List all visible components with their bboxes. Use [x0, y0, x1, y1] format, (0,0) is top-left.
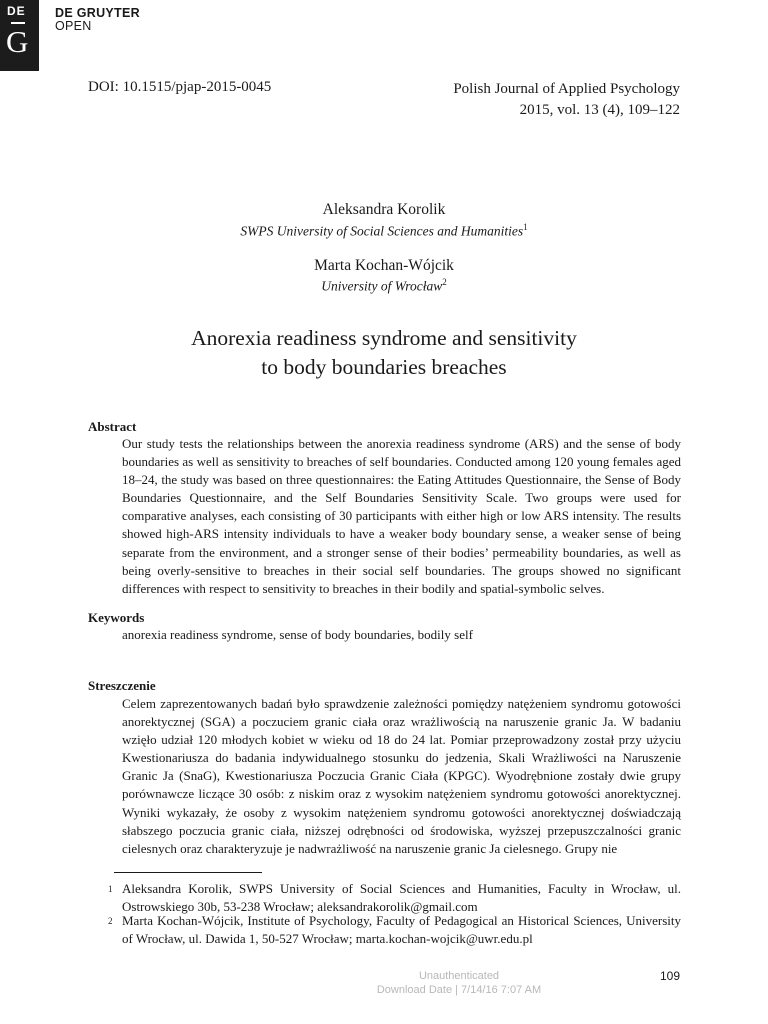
publisher-name	[55, 7, 140, 33]
journal-volume: 2015, vol. 13 (4), 109–122	[519, 102, 680, 118]
streszczenie-text: Celem zaprezentowanych badań było sprawdzenie zależności pomiędzy natężeniem syndromu gotowości anorektycznej (SGA) a poczuciem granic ciała oraz wrażliwością na naruszenie granic Ja. W badaniu wzięło udział 120 młodych kobiet w wieku od 18 do 24 lat. Pomiar przeprowadzony został przy użyciu Kwestionariusza do badania indywidualnego stosunku do jedzenia, Skali Wrażliwości na Naruszenie Granic Ja (SnaG), Kwestionariusza Poczucia Granic Ciała (KPGC). Wyodrębnione zostały dwie grupy porównawcze liczące 30 osób: z niskim oraz z wysokim natężeniem syndromu gotowości anorektycznej. Wyniki wykazały, że osoby z wysokim natężeniem syndromu gotowości anorektycznej doświadczają słabszego poczucia granic ciała, niższej odrębności od środowiska, wyższej przepuszczalności granic cielesnych oraz charakteryzuje je nadwrażliwość na naruszenie granic Ja cielesnego. Grupy nie	[122, 696, 681, 856]
footnote-1	[108, 880, 681, 916]
title-line-2: to body boundaries breaches	[261, 355, 507, 379]
footnote-number-2: 2	[108, 916, 113, 926]
author-name-2: Marta Kochan-Wójcik	[314, 257, 454, 274]
abstract-heading: Abstract	[88, 419, 137, 434]
footnote-2	[108, 912, 681, 948]
article-title	[0, 324, 768, 382]
watermark-line-1: Unauthenticated	[418, 970, 500, 982]
affiliation-text-2: University of Wrocław	[321, 278, 443, 294]
publisher-logo	[0, 0, 39, 71]
download-watermark	[0, 969, 768, 997]
title-line-1: Anorexia readiness syndrome and sensitivity	[191, 326, 577, 350]
footnote-text-1: Aleksandra Korolik, SWPS University of Social Sciences and Humanities, Faculty in Wrocław, ul. Ostrowskiego 30b, 53-238 Wrocław; aleksandrakorolik@gmail.com	[122, 881, 681, 914]
watermark-line-2: Download Date | 7/14/16 7:07 AM	[376, 984, 542, 996]
page-number: 109	[659, 969, 680, 983]
author-affiliation-2	[0, 277, 768, 295]
footnote-rule	[114, 872, 262, 873]
footnote-text-2: Marta Kochan-Wójcik, Institute of Psychology, Faculty of Pedagogical an Historical Sciences, University of Wrocław, ul. Dawida 1, 50-527 Wrocław; marta.kochan-wojcik@uwr.edu.pl	[122, 913, 681, 946]
affiliation-text-1: SWPS University of Social Sciences and Humanities	[240, 223, 524, 239]
keywords-text: anorexia readiness syndrome, sense of body boundaries, bodily self	[122, 627, 473, 642]
logo-bottom-text: G	[6, 24, 29, 59]
publisher-open-text: OPEN	[55, 19, 92, 33]
abstract-text: Our study tests the relationships between the anorexia readiness syndrome (ARS) and the sense of body boundaries as well as sensitivity to breaches of self boundaries. Conducted among 120 young females aged 18–24, the study was based on three questionnaires: the Eating Attitudes Questionnaire, the Sense of Body Boundaries Questionnaire, and the Self Boundaries Sensitivity Scale. Two groups were used for comparative analyses, each consisting of 30 participants with either high or low ARS intensity. The results showed high-ARS intensity individuals to have a weaker body boundary sense, a weaker sense of being separate from the environment, and a stronger sense of their bodies’ permeability boundaries, as well as being overly-sensitive to breaches in their social self boundaries. The groups showed no significant differences with respect to sensitivity to breaches in their bodily and spatial-symbolic selves.	[122, 436, 681, 596]
affiliation-mark-2: 2	[442, 277, 447, 287]
author-affiliation-1	[0, 222, 768, 240]
journal-info	[453, 79, 680, 121]
journal-name: Polish Journal of Applied Psychology	[453, 81, 680, 97]
logo-top-text: DE	[7, 4, 26, 18]
keywords-heading: Keywords	[88, 610, 145, 625]
author-name-1: Aleksandra Korolik	[322, 201, 446, 218]
footnote-number-1: 1	[108, 884, 113, 894]
doi: DOI: 10.1515/pjap-2015-0045	[88, 79, 272, 95]
streszczenie-heading: Streszczenie	[88, 678, 156, 693]
affiliation-mark-1: 1	[523, 222, 528, 232]
publisher-name-text: DE GRUYTER	[55, 6, 140, 20]
